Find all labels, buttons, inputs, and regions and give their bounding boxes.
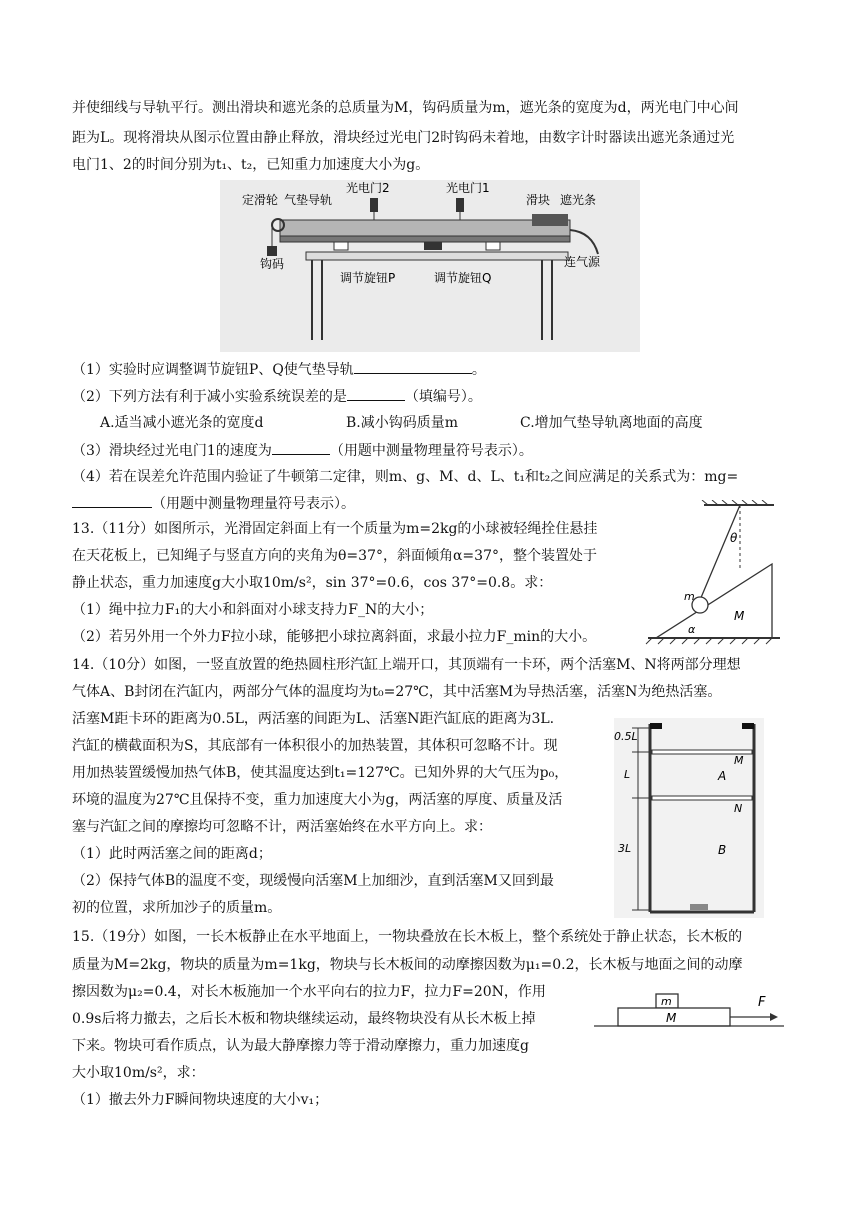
label-F: F (758, 995, 766, 1010)
label-track: 气垫导轨 (284, 193, 333, 207)
q14-line-3: 活塞M距卡环的距离为0.5L，两活塞的间距为L、活塞N距汽缸底的距离为3L. (72, 711, 555, 727)
q15-line-4: 0.9s后将力撤去，之后长木板和物块继续运动，最终物块没有从长木板上掉 (72, 1011, 536, 1027)
q13-line-5: （2）若另外用一个外力F拉小球，能够把小球拉离斜面，求最小拉力F_min的大小。 (72, 629, 597, 645)
label-knobP: 调节旋钮P (340, 271, 396, 285)
label-pulley: 定滑轮 (242, 193, 279, 207)
q13-line-4: （1）绳中拉力F₁的大小和斜面对小球支持力F_N的大小； (72, 602, 434, 618)
rope-shape (700, 505, 740, 600)
incline-shape (656, 564, 772, 638)
intro-line-3: 电门1、2的时间分别为t₁、t₂，已知重力加速度大小为g。 (72, 157, 430, 173)
q15-line-7: （1）撤去外力F瞬间物块速度的大小v₁； (72, 1092, 329, 1108)
slider-shape (532, 214, 568, 226)
piston-N (652, 796, 752, 800)
q12-part3: （3）滑块经过光电门1的速度为 （用题中测量物理量符号表示）。 (72, 440, 533, 461)
q14-line-7: 塞与汽缸之间的摩擦均可忽略不计，两活塞始终在水平方向上。求： (72, 819, 492, 835)
q12-part4: （4）若在误差允许范围内验证了牛顿第二定律，则m、g、M、d、L、t₁和t₂之间应满足的关系式为：mg= (72, 469, 739, 485)
q15-line-5: 下来。物块可看作质点，认为最大静摩擦力等于滑动摩擦力，重力加速度g (72, 1038, 529, 1054)
label-3L: 3L (618, 842, 632, 855)
label-m: m (661, 995, 672, 1008)
label-knobQ: 调节旋钮Q (434, 271, 492, 285)
label-slider: 滑块 (526, 193, 551, 207)
q14-line-2: 气体A、B封闭在汽缸内，两部分气体的温度均为t₀=27℃，其中活塞M为导热活塞，活塞N为绝热活塞。 (72, 684, 722, 700)
label-alpha: α (688, 623, 696, 636)
cylinder-figure (614, 718, 764, 918)
q13-line-3: 静止状态，重力加速度g大小取10m/s²，sin 37°=0.6，cos 37°=0.8。求： (72, 575, 553, 591)
label-gate1: 光电门1 (446, 181, 490, 195)
q15-line-3: 擦因数为μ₂=0.4，对长木板施加一个水平向右的拉力F，拉力F=20N，作用 (72, 984, 546, 1000)
label-theta: θ (730, 531, 738, 545)
intro-line-1: 并使细线与导轨平行。测出滑块和遮光条的总质量为M，钩码质量为m，遮光条的宽度为d，两光电门中心间 (72, 100, 739, 116)
board-figure (594, 992, 784, 1038)
gate1-shape (456, 198, 464, 212)
q14-line-4: 汽缸的横截面积为S，其底部有一体积很小的加热装置，其体积可忽略不计。现 (72, 738, 558, 754)
q14-line-9: （2）保持气体B的温度不变，现缓慢向活塞M上加细沙，直到活塞M又回到最 (72, 873, 554, 889)
label-M: M (666, 1011, 677, 1025)
q15-line-2: 质量为M=2kg，物块的质量为m=1kg，物块与长木板间的动摩擦因数为μ₁=0.2，长木板与地面之间的动摩 (72, 957, 743, 973)
label-air: 连气源 (564, 255, 601, 269)
q13-line-2: 在天花板上，已知绳子与竖直方向的夹角为θ=37°，斜面倾角α=37°，整个装置处于 (72, 548, 597, 564)
label-M: M (734, 754, 744, 767)
label-shade: 遮光条 (560, 193, 597, 207)
q12-option-c: C.增加气垫导轨离地面的高度 (520, 415, 703, 431)
air-track-figure (220, 180, 640, 352)
track-shape (280, 220, 570, 236)
label-N: N (734, 802, 743, 815)
weight-shape (267, 246, 277, 256)
q15-line-6: 大小取10m/s²，求： (72, 1065, 205, 1081)
clamp-left (650, 723, 662, 729)
incline-figure (644, 500, 784, 650)
heater-shape (690, 904, 708, 910)
q14-line-10: 初的位置，求所加沙子的质量m。 (72, 900, 282, 916)
q14-line-5: 用加热装置缓慢加热气体B，使其温度达到t₁=127℃。已知外界的大气压为p₀， (72, 765, 569, 781)
q12-part2: （2）下列方法有利于减小实验系统误差的是 （填编号）。 (72, 386, 482, 407)
q15-line-1: 15.（19分）如图，一长木板静止在水平地面上，一物块叠放在长木板上，整个系统处于静止状态，长木板的 (72, 929, 743, 945)
label-L: L (624, 768, 631, 781)
label-A: A (718, 769, 727, 783)
intro-line-2: 距为L。现将滑块从图示位置由静止释放，滑块经过光电门2时钩码未着地，由数字计时器读出遮光条通过光 (72, 130, 735, 146)
label-gate2: 光电门2 (346, 181, 390, 195)
q14-line-8: （1）此时两活塞之间的距离d； (72, 846, 272, 862)
label-05L: 0.5L (614, 730, 638, 743)
label-weight: 钩码 (260, 257, 285, 271)
clamp-right (742, 723, 754, 729)
q14-line-1: 14.（10分）如图，一竖直放置的绝热圆柱形汽缸上端开口，其顶端有一卡环，两个活塞M、N将两部分理想 (72, 657, 741, 673)
label-m: m (684, 590, 695, 603)
gate2-shape (370, 198, 378, 212)
q12-part1: （1）实验时应调整调节旋钮P、Q使气垫导轨 。 (72, 359, 486, 380)
q12-option-b: B.减小钩码质量m (346, 415, 459, 431)
q12-part4b: （用题中测量物理量符号表示）。 (72, 493, 355, 514)
q14-line-6: 环境的温度为27℃且保持不变，重力加速度大小为g，两活塞的厚度、质量及活 (72, 792, 563, 808)
label-B: B (718, 843, 727, 857)
label-M: M (734, 609, 745, 623)
q13-line-1: 13.（11分）如图所示，光滑固定斜面上有一个质量为m=2kg的小球被轻绳拴住悬挂 (72, 521, 598, 537)
q12-option-a: A.适当减小遮光条的宽度d (100, 415, 264, 431)
table-shape (306, 252, 568, 260)
